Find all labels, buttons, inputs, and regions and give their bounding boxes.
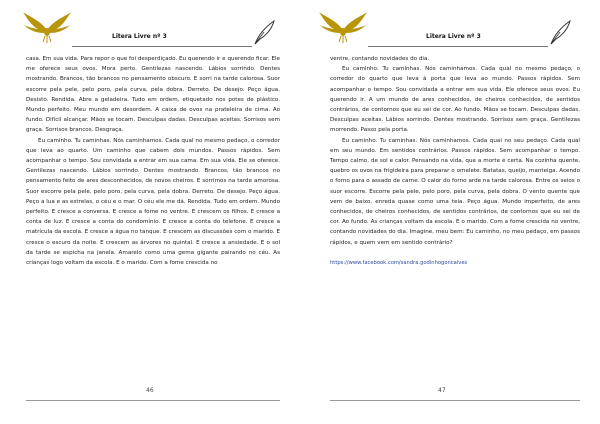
header-title: Litera Livre nº 3 — [426, 33, 481, 40]
quill-pen-icon — [252, 20, 276, 46]
header-rule — [72, 46, 252, 47]
page-number: 46 — [146, 387, 154, 394]
right-page — [300, 0, 600, 424]
paragraph: Eu caminho. Tu caminhas. Nós caminhamos. Cada qual no seu pedaço. Cada qual em seu mundo. Em sentidos contrários. Passos rápidos. Sem acompanhar o tempo. Tempo calmo, de sol e calor. Pensando na vida, que a morte é certa. Na cozinha quente, quebro os ovos na frigideira para preparar o omelete. Batatas, queijo, manteiga. Acendo o forno para o assado de carne. O calor do forno arde na tarde calorosa. Entre os seios o suor escorre. Escorre pela pele, pelo poro, pela curva, pela dobra. O vento quente que vem de baixo, enreda quase como uma teia. Peço água. Mundo imperfeito, de ares conhecidos, de cheiros conhecidos, de sentidos contrários, de contornos que eu sei de cor. Ao fundo. As crianças voltam da escola. E o marido. Com a fome crescida no ventre, contando novidades do dia. Imagine, meu bem: Eu caminho, no meu pedaço, em passos rápidos, e quem vem em sentido contrário? — [330, 137, 580, 246]
right-header — [300, 10, 600, 50]
left-header — [0, 10, 300, 50]
paragraph: casa. Em sua vida. Para repor o que foi desperdiçado. Eu querendo ir e querendo ficar. Ele me oferece seus ovos. Mora perto. Gentilezas nascendo. Lábios sorrindo. Dentes mostrando. Brancos, tão brancos no pensamento obscuro. E sorri na tarde calorosa. Suor escorre pela pele, pelo poro, pela curva, pela dobra. Derreto. De desejo. Peço água. Desisto. Rendida. Abre a geladeira. Tudo em ordem, etiquetado nos potes de plástico. Mundo perfeito. Meu mundo em desordem. A caixa de ovos na prateleira de cima. Ao fundo. Difícil alcançar. Mãos se tocam. Desculpas dadas. Desculpas aceitas. Sorrisos sem graça. Sorrisos brancos. Desgraça. — [26, 56, 280, 134]
quill-pen-icon — [548, 20, 572, 46]
winged-ornament-icon — [318, 10, 368, 44]
paragraph: ventre, contando novidades do dia. — [330, 56, 430, 62]
header-rule — [368, 46, 548, 47]
paragraph: Eu caminho. Tu caminhas. Nós caminhamos. Cada qual no mesmo pedaço, o corredor que leva ao quarto. Um caminho que cabem dois mundos. Passos rápidos. Sem acompanhar o tempo. Sou convidada a entrar em sua cama. Em sua vida. Ele se oferece. Gentilezas nascendo. Lábios sorrindo. Dentes mostrando. Brancos, tão brancos no pensamento feito de ares desconhecidos, de novos cheiros. E sorrimos na tarde amorosa. Suor escorre pela pele, pelo poro, pela curva, pela dobra. Derreto. De desejo. Peço água. Peço a lua e as estrelas, o céu e o mar. O céu ele me dá. Rendida. Tudo em ordem. Mundo perfeito. E cresce a conversa. E cresce a fome no ventre. E crescem os filhos. E cresce a conta de luz. E cresce a conta do condomínio. E cresce a conta do telefone. E cresce a matrícula da escola. E cresce a água no tanque. E crescem as discussões com o marido. E cresce o escuro da noite. E crescem as árvores no quintal. E cresce a ansiedade. E o sol da tarde se espicha na janela. Amarelo como uma gema gigante pairando no céu. As crianças logo voltam da escola. E o marido. Com a fome crescida no — [26, 137, 280, 267]
facebook-link[interactable]: https://www.facebook.com/sandra.godinhogoncalves — [330, 259, 468, 266]
footer-rule — [330, 400, 580, 401]
left-body-text — [26, 54, 280, 268]
right-body-text — [330, 54, 580, 268]
winged-ornament-icon — [22, 10, 72, 44]
page-number: 47 — [438, 387, 446, 394]
header-title: Litera Livre nº 3 — [112, 33, 167, 40]
footer-rule — [26, 400, 280, 401]
paragraph: Eu caminho. Tu caminhas. Nós caminhamos. Cada qual no mesmo pedaço, o corredor do quarto que leva à porta que leva ao mundo. Passos rápidos. Sem acompanhar o tempo. Sou convidada a entrar em sua vida. Ele oferece seus ovos. Eu querendo ir. A um mundo de ares conhecidos, de cheiros conhecidos, de sentidos contrários, de contornos que eu sei de cor. Ao fundo. Mãos se tocam. Desculpas dadas. Desculpas aceitas. Lábios sorrindo. Dentes mostrando. Sorrisos sem graça. Gentilezas morrendo. Passo pela porta. — [330, 66, 580, 134]
